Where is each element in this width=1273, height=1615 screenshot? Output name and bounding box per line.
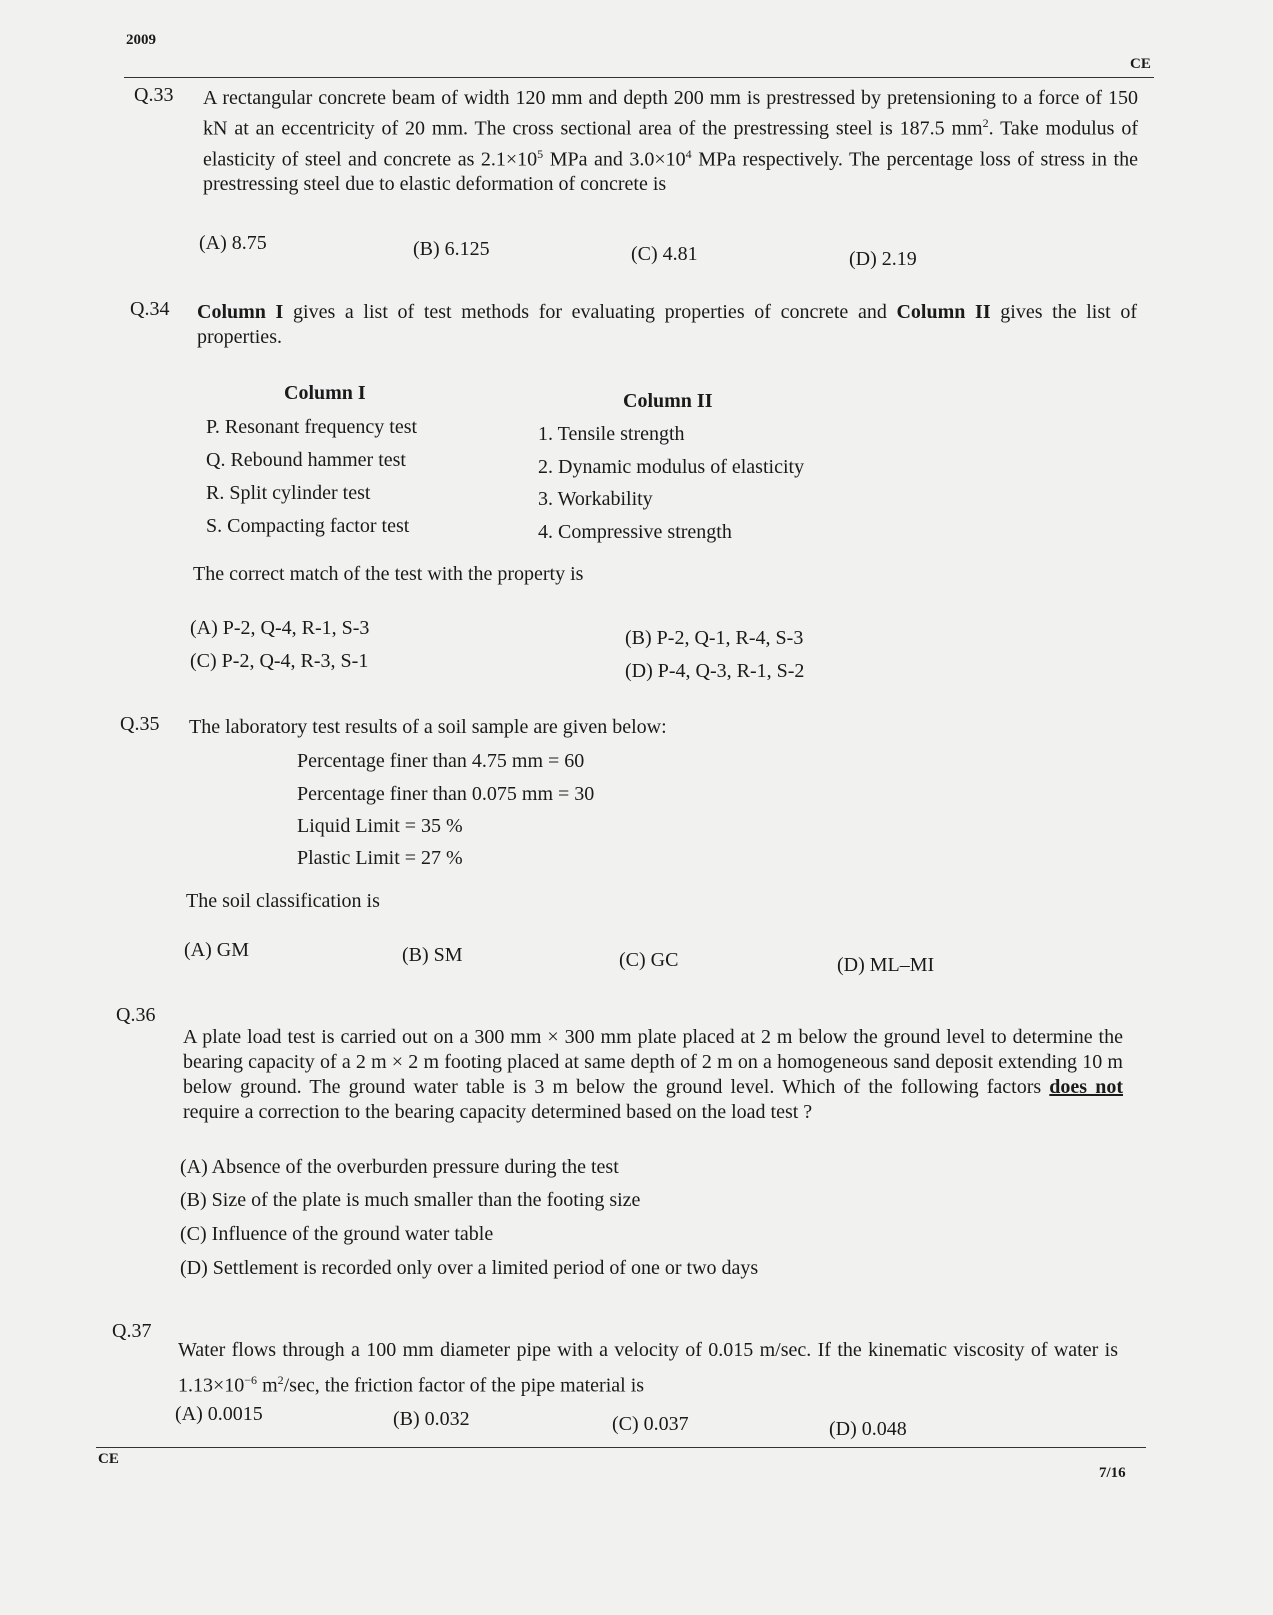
question-number: Q.35 bbox=[120, 713, 160, 735]
question-text: Water flows through a 100 mm diameter pipe with a velocity of 0.015 m/sec. If the kinematic viscosity of water is $1.13\times 10^{-6}$ $m^2/\sec$, the friction factor of the pipe material is bbox=[178, 1339, 1118, 1397]
column-2-item: 1. Tensile strength bbox=[538, 423, 685, 445]
column-1-item: P. Resonant frequency test bbox=[206, 416, 418, 438]
header-year: 2009 bbox=[126, 32, 156, 48]
question-text: Column I gives a list of test methods for evaluating properties of concrete and Column II gives the list of properties. bbox=[197, 301, 1138, 348]
option-a: (A) Absence of the overburden pressure during the test bbox=[180, 1156, 619, 1178]
column-1-item: S. Compacting factor test bbox=[206, 515, 410, 537]
option-b: (B) Size of the plate is much smaller than the footing size bbox=[180, 1189, 641, 1211]
option-d: (D) 0.048 bbox=[829, 1418, 907, 1440]
header-paper-code: CE bbox=[1130, 56, 1151, 72]
column-2-item: 2. Dynamic modulus of elasticity bbox=[538, 456, 805, 478]
column-1-item: Q. Rebound hammer test bbox=[206, 449, 406, 471]
option-d: (D) 2.19 bbox=[849, 248, 917, 270]
option-c: (C) 0.037 bbox=[612, 1413, 689, 1435]
question-number: Q.33 bbox=[134, 84, 174, 106]
column-1-item: R. Split cylinder test bbox=[206, 482, 371, 504]
option-b: (B) 0.032 bbox=[393, 1408, 470, 1430]
option-c: (C) Influence of the ground water table bbox=[180, 1223, 494, 1245]
option-a: (A) 0.0015 bbox=[175, 1403, 263, 1425]
column-2-item: 4. Compressive strength bbox=[538, 521, 732, 543]
data-line: Liquid Limit = 35 % bbox=[297, 815, 463, 837]
option-b: (B) SM bbox=[402, 944, 463, 966]
data-line: Percentage finer than 4.75 mm = 60 bbox=[297, 750, 585, 772]
option-c: (C) GC bbox=[619, 949, 679, 971]
column-2-item: 3. Workability bbox=[538, 488, 653, 510]
option-b: (B) P-2, Q-1, R-4, S-3 bbox=[625, 627, 804, 649]
option-d: (D) ML–MI bbox=[837, 954, 935, 976]
footer-page-number: 7/16 bbox=[1099, 1465, 1126, 1481]
option-d: (D) P-4, Q-3, R-1, S-2 bbox=[625, 660, 805, 682]
option-a: (A) 8.75 bbox=[199, 232, 267, 254]
column-1-title: Column I bbox=[284, 382, 366, 404]
question-text: A rectangular concrete beam of width 120 mm and depth 200 mm is prestressed by pretensioning to a force of 150 kN at an eccentricity of 20 mm. The cross sectional area of the prestressing steel is 187.5 $mm^2$. Take modulus of elasticity of steel and concrete as $2.1\times 10^5$ MPa and $3.0\times 10^4$ MPa respectively. The percentage loss of stress in the prestressing steel due to elastic deformation of concrete is bbox=[203, 87, 1138, 196]
header-rule bbox=[124, 77, 1154, 78]
option-a: (A) P-2, Q-4, R-1, S-3 bbox=[190, 617, 370, 639]
footer-rule bbox=[96, 1447, 1146, 1448]
option-c: (C) P-2, Q-4, R-3, S-1 bbox=[190, 650, 369, 672]
data-line: Plastic Limit = 27 % bbox=[297, 847, 463, 869]
option-d: (D) Settlement is recorded only over a limited period of one or two days bbox=[180, 1257, 759, 1279]
column-2-title: Column II bbox=[623, 390, 713, 412]
question-text: The laboratory test results of a soil sample are given below: bbox=[189, 716, 667, 738]
footer-paper-code: CE bbox=[98, 1451, 119, 1467]
data-line: Percentage finer than 0.075 mm = 30 bbox=[297, 783, 595, 805]
option-a: (A) GM bbox=[184, 939, 249, 961]
question-text: A plate load test is carried out on a 300 mm × 300 mm plate placed at 2 m below the ground level to determine the bearing capacity of a 2 m × 2 m footing placed at same depth of 2 m on a homogeneous sand deposit extending 10 m below ground. The ground water table is 3 m below the ground level. Which of the following factors does not require a correction to the bearing capacity determined based on the load test ? bbox=[183, 1026, 1123, 1123]
question-number: Q.36 bbox=[116, 1004, 156, 1026]
prompt-text: The soil classification is bbox=[186, 890, 380, 912]
question-number: Q.34 bbox=[130, 298, 170, 320]
match-prompt: The correct match of the test with the property is bbox=[193, 563, 584, 585]
option-b: (B) 6.125 bbox=[413, 238, 490, 260]
option-c: (C) 4.81 bbox=[631, 243, 698, 265]
question-number: Q.37 bbox=[112, 1320, 152, 1342]
